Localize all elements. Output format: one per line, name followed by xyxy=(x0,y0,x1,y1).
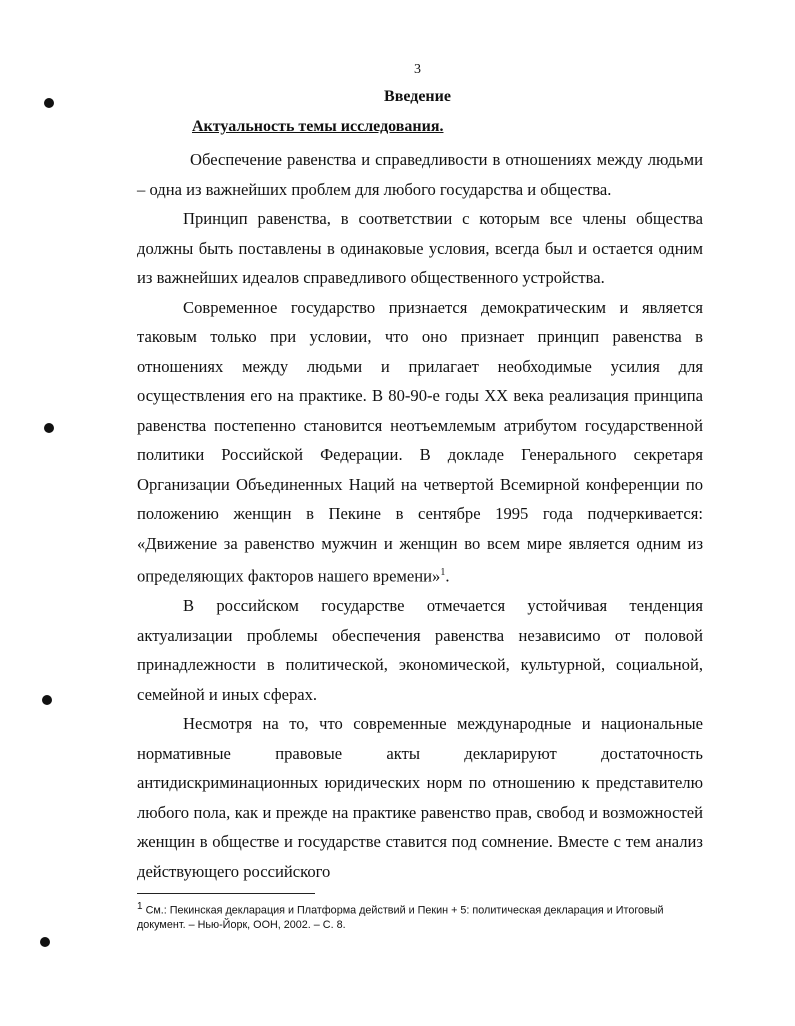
section-heading: Введение xyxy=(384,88,451,105)
body-text xyxy=(137,145,703,886)
paragraph-2: Принцип равенства, в соответствии с которым все члены общества должны быть поставлены в одинаковые условия, всегда был и остается одним из важнейших идеалов справедливого общественного устройства. xyxy=(137,209,703,287)
paragraph-3-end: . xyxy=(445,566,450,586)
binder-hole-mark xyxy=(40,937,50,947)
paragraph-1: Обеспечение равенства и справедливости в отношениях между людьми – одна из важнейших проблем для любого государства и общества. xyxy=(137,150,703,199)
paragraph-4: В российском государстве отмечается устойчивая тенденция актуализации проблемы обеспечения равенства независимо от половой принадлежности в политической, экономической, культурной, социальной, семейной и иных сферах. xyxy=(137,596,703,704)
binder-hole-mark xyxy=(42,695,52,705)
footnote-divider xyxy=(137,893,315,894)
paragraph-3 xyxy=(137,293,703,592)
footnote-reference[interactable]: 1 xyxy=(440,567,446,578)
paragraph-3-text: Современное государство признается демократическим и является таковым только при условии, что оно признает принцип равенства в отношениях между людьми и прилагает необходимые усилия для осуществления его на практике. В 80-90-е годы XX века реализация принципа равенства постепенно становится неотъемлемым атрибутом государственной политики Российской Федерации. В докладе Генерального секретаря Организации Объединенных Наций на четвертой Всемирной конференции по положению женщин в Пекине в сентябре 1995 года подчеркивается: «Движение за равенство мужчин и женщин во всем мире является одним из определяющих факторов нашего времени» xyxy=(137,297,703,586)
binder-hole-mark xyxy=(44,98,54,108)
page-number: 3 xyxy=(414,62,421,77)
paragraph-5: Несмотря на то, что современные международные и национальные нормативные правовые акты декларируют достаточность антидискриминационных юридических норм по отношению к представителю любого пола, как и прежде на практике равенство прав, свобод и возможностей женщин в обществе и государстве ставится под сомнение. Вместе с тем анализ действующего российского xyxy=(137,714,703,881)
footnote-marker: 1 xyxy=(137,901,143,912)
footnote-text: См.: Пекинская декларация и Платформа действий и Пекин + 5: политическая декларация и Итоговый документ. – Нью-Йорк, ООН, 2002. – С. 8. xyxy=(137,904,664,931)
footnote xyxy=(137,900,703,932)
binder-hole-mark xyxy=(44,423,54,433)
subsection-heading: Актуальность темы исследования. xyxy=(192,118,444,135)
